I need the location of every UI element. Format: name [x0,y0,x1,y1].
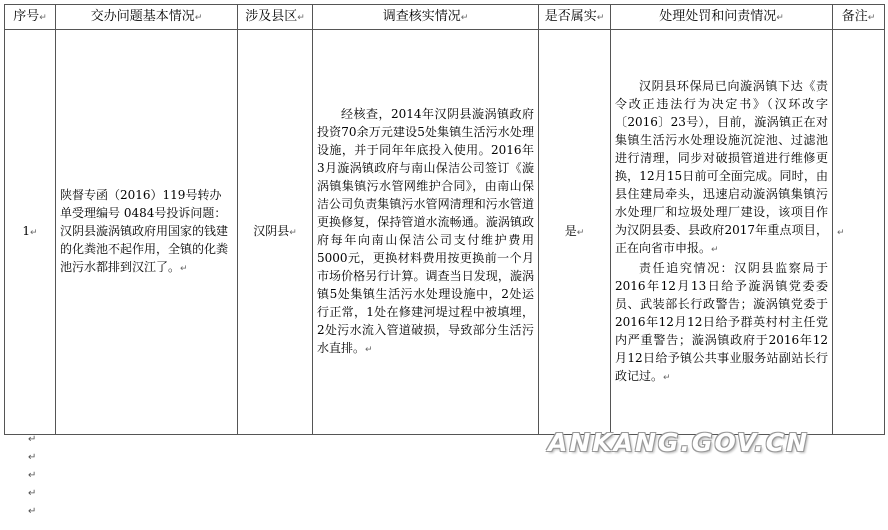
cell-seq: 1↵ [5,30,56,435]
header-is-true: 是否属实↵ [539,5,611,30]
header-seq: 序号↵ [5,5,56,30]
cell-county: 汉阴县↵ [238,30,313,435]
paragraph-mark: ↵ [28,452,37,463]
paragraph-mark: ↵ [28,488,37,499]
cell-penalty [611,30,833,435]
header-investigation: 调查核实情况↵ [313,5,539,30]
table-row [5,30,885,435]
header-penalty: 处理处罚和问责情况↵ [611,5,833,30]
paragraph-mark: ↵ [28,434,37,445]
header-problem: 交办问题基本情况↵ [56,5,238,30]
header-county: 涉及县区↵ [238,5,313,30]
paragraph-mark: ↵ [28,506,37,517]
paragraph-mark: ↵ [28,470,37,481]
cell-problem: 陕督专函（2016）119号转办单受理编号 0484号投诉问题：汉阴县漩涡镇政府用国家的钱建的化粪池不起作用，全镇的化粪池污水都排到汉江了。↵ [56,30,238,435]
paragraph-marks [28,434,36,524]
site-watermark: ANKANG.GOV.CN [548,428,810,457]
penalty-rectification: 汉阴县环保局已向漩涡镇下达《责令改正违法行为决定书》（汉环改字〔2016〕23号），目前，漩涡镇正在对集镇生活污水处理设施沉淀池、过滤池进行清理，同步对破损管道进行维修更换，12月15日前可全面完成。同时，由县住建局牵头，迅速启动漩涡镇集镇污水处理厂和垃圾处理厂建设，该项目作为汉阴县委、县政府2017年重点项目，正在向省市申报。↵ [615,79,828,255]
cell-is-true: 是↵ [539,30,611,435]
penalty-accountability: 责任追究情况：汉阴县监察局于2016年12月13日给予漩涡镇党委委员、武装部长行政警告；漩涡镇党委于2016年12月12日给予群英村村主任党内严重警告；漩涡镇政府于2016年12月12日给予镇公共事业服务站副站长行政记过。↵ [615,261,828,383]
header-remark: 备注↵ [833,5,885,30]
cell-investigation: 经核查，2014年汉阴县漩涡镇政府投资70余万元建设5处集镇生活污水处理设施，并于同年年底投入使用。2016年3月漩涡镇政府与南山保洁公司签订《漩涡镇集镇污水管网维护合同》，由南山保洁公司负责集镇污水管网清理和污水管道更换修复，保持管道水流畅通。漩涡镇政府每年向南山保洁公司支付维护费用5000元，更换材料费用按更换前一个月市场价格另行计算。调查当日发现，漩涡镇5处集镇生活污水处理设施中，2处运行正常，1处在修建河堤过程中被填埋，2处污水流入管道破损，导致部分生活污水直排。↵ [313,30,539,435]
inspection-table [4,4,885,435]
header-row [5,5,885,30]
cell-remark: ↵ [833,30,885,435]
